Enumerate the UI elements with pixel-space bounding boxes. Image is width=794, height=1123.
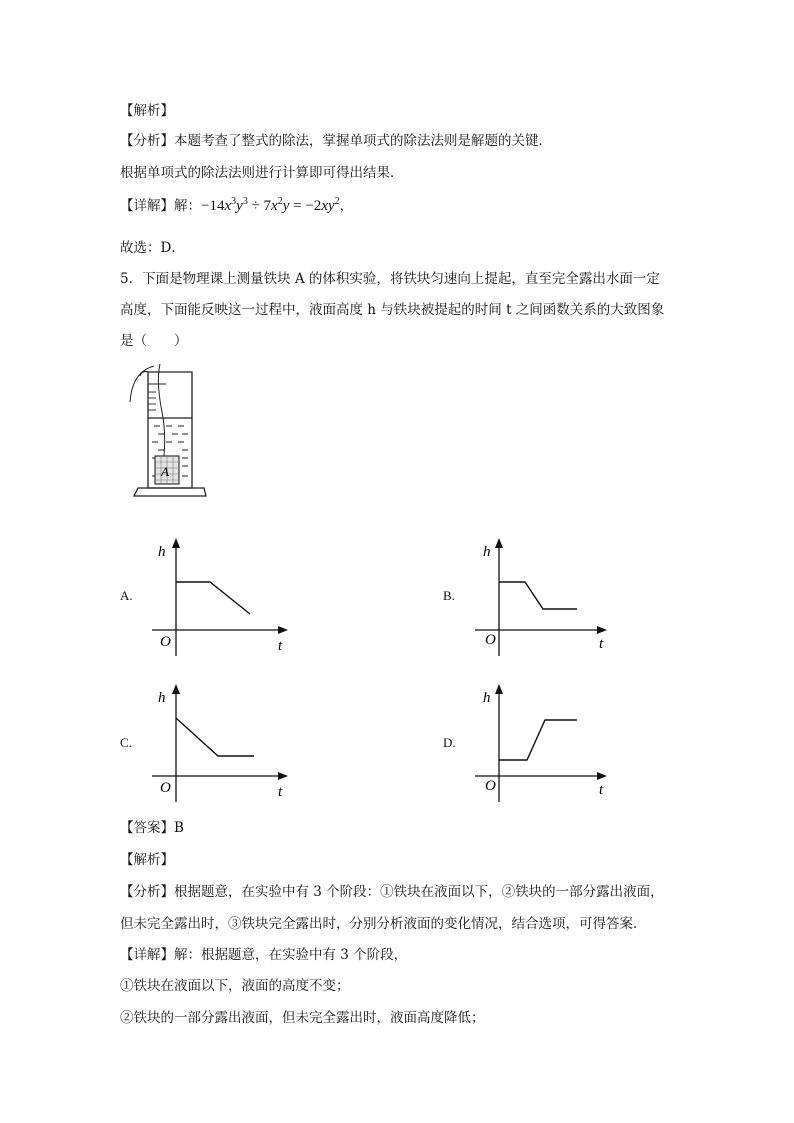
analysis-heading-2: 【解析】 [120,852,174,868]
answer-choice-line: 故选：D． [120,240,185,256]
option-d-y-axis: h [483,690,491,706]
option-a-y-axis: h [158,544,166,560]
method-line: 根据单项式的除法法则进行计算即可得出结果． [120,165,404,181]
question-line-1: 5．下面是物理课上测量铁块 A 的体积实验，将铁块匀速向上提起，直至完全露出水面一定 [120,271,660,287]
option-d-label: D. [443,735,456,750]
analysis-line-2a [120,882,664,902]
step-1: ①铁块在液面以下，液面的高度不变； [120,978,350,994]
option-c-label: C. [120,735,132,750]
detail-text-2: 解：根据题意，在实验中有 3 个阶段， [174,947,408,963]
option-a-label: A. [120,588,133,603]
option-c-x-axis: t [278,784,283,800]
option-d-x-axis: t [599,782,604,798]
option-a-x-axis: t [278,638,283,654]
option-c-graph [150,684,290,804]
detail-line: 【详解】解：$-14x^3y^3 \div 7x^2y = -2xy^2$， [120,196,354,214]
beaker-figure [120,362,230,512]
detail-line-2 [120,945,407,965]
analysis-line-2b: 但未完全露出时，③铁块完全露出时，分别分析液面的变化情况，结合选项，可得答案． [120,916,647,932]
answer-line [120,818,184,838]
block-label: A [161,464,169,479]
analysis-text-2a: 根据题意，在实验中有 3 个阶段：①铁块在液面以下，②铁块的一部分露出液面， [174,884,664,900]
analysis-text: 本题考查了整式的除法，掌握单项式的除法法则是解题的关键． [174,133,552,149]
detail-prefix: 解： [174,198,201,214]
detail-tag-2: 【详解】 [120,947,174,963]
option-b-graph [473,538,613,658]
answer-value: B [174,820,184,836]
detail-tag: 【详解】 [120,198,174,214]
question-line-3: 是（ ） [120,333,188,349]
option-b-origin: O [485,632,496,648]
analysis-tag-2: 【分析】 [120,884,174,900]
option-a-graph [150,538,290,658]
question-line-2: 高度，下面能反映这一过程中，液面高度 h 与铁块被提起的时间 t 之间函数关系的大致图象 [120,302,665,318]
analysis-tag: 【分析】 [120,133,174,149]
option-d-graph [473,684,613,804]
option-a-origin: O [160,634,171,650]
option-b-x-axis: t [599,636,604,652]
option-d-origin: O [485,778,496,794]
option-b-y-axis: h [483,544,491,560]
step-2: ②铁块的一部分露出液面，但未完全露出时，液面高度降低； [120,1010,485,1026]
option-c-origin: O [160,780,171,796]
option-b-label: B. [443,588,455,603]
detail-formula: $-14x^3y^3 \div 7x^2y = -2xy^2$ [201,196,340,214]
analysis-line [120,131,552,151]
answer-tag: 【答案】 [120,820,174,836]
analysis-heading: 【解析】 [120,103,174,119]
option-c-y-axis: h [158,690,166,706]
